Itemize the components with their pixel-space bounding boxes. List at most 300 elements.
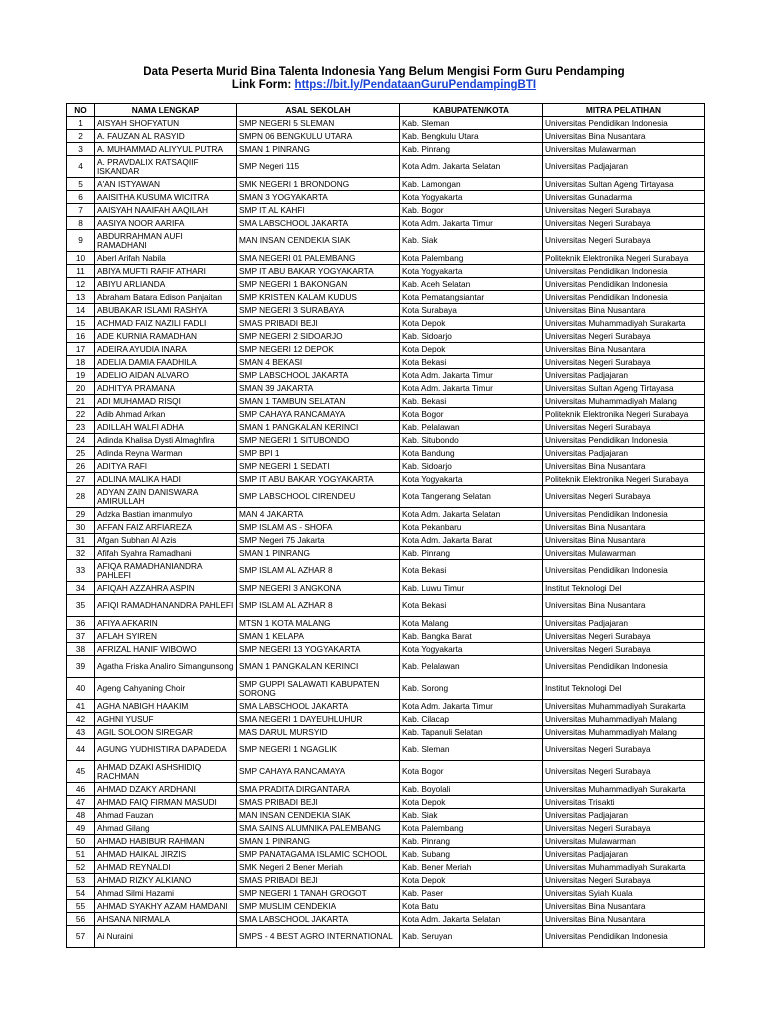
cell-kabupaten-kota: Kota Adm. Jakarta Timur [400,700,543,713]
cell-no: 7 [67,204,95,217]
cell-no: 21 [67,395,95,408]
cell-nama-lengkap: Adib Ahmad Arkan [95,408,237,421]
cell-asal-sekolah: SMP PANATAGAMA ISLAMIC SCHOOL [237,848,400,861]
cell-nama-lengkap: AAISITHA KUSUMA WICITRA [95,191,237,204]
cell-kabupaten-kota: Kota Depok [400,317,543,330]
cell-mitra-pelatihan: Universitas Muhammadiyah Malang [543,726,705,739]
cell-nama-lengkap: AHMAD SYAKHY AZAM HAMDANI [95,900,237,913]
cell-no: 37 [67,630,95,643]
cell-kabupaten-kota: Kota Adm. Jakarta Selatan [400,913,543,926]
table-row [67,486,705,508]
cell-mitra-pelatihan: Universitas Pendidikan Indonesia [543,560,705,582]
table-row [67,713,705,726]
cell-nama-lengkap: A. FAUZAN AL RASYID [95,130,237,143]
cell-asal-sekolah: SMP BPI 1 [237,447,400,460]
table-row [67,796,705,809]
cell-kabupaten-kota: Kota Adm. Jakarta Timur [400,369,543,382]
cell-nama-lengkap: AHMAD DZAKY ARDHANI [95,783,237,796]
cell-kabupaten-kota: Kota Yogyakarta [400,643,543,656]
header-no: NO [67,104,95,117]
form-link[interactable]: https://bit.ly/PendataanGuruPendampingBTI [294,79,537,91]
cell-kabupaten-kota: Kab. Bener Meriah [400,861,543,874]
cell-nama-lengkap: ADHITYA PRAMANA [95,382,237,395]
cell-nama-lengkap: Ahmad Gilang [95,822,237,835]
cell-kabupaten-kota: Kota Surabaya [400,304,543,317]
cell-no: 2 [67,130,95,143]
cell-kabupaten-kota: Kab. Situbondo [400,434,543,447]
cell-kabupaten-kota: Kab. Paser [400,887,543,900]
cell-no: 33 [67,560,95,582]
table-row [67,356,705,369]
cell-mitra-pelatihan: Universitas Negeri Surabaya [543,356,705,369]
cell-mitra-pelatihan: Universitas Padjajaran [543,156,705,178]
table-row [67,252,705,265]
cell-no: 19 [67,369,95,382]
header-kabupaten-kota: KABUPATEN/KOTA [400,104,543,117]
cell-asal-sekolah: MAN INSAN CENDEKIA SIAK [237,230,400,252]
cell-mitra-pelatihan: Universitas Muhammadiyah Surakarta [543,317,705,330]
cell-asal-sekolah: SMAN 4 BEKASI [237,356,400,369]
cell-no: 57 [67,926,95,948]
cell-asal-sekolah: SMP Negeri 115 [237,156,400,178]
table-row [67,547,705,560]
cell-nama-lengkap: AGHA NABIGH HAAKIM [95,700,237,713]
cell-nama-lengkap: ACHMAD FAIZ NAZILI FADLI [95,317,237,330]
cell-nama-lengkap: AGUNG YUDHISTIRA DAPADEDA [95,739,237,761]
cell-no: 16 [67,330,95,343]
cell-mitra-pelatihan: Universitas Bina Nusantara [543,460,705,473]
cell-mitra-pelatihan: Universitas Padjajaran [543,369,705,382]
cell-nama-lengkap: AFIQAH AZZAHRA ASPIN [95,582,237,595]
cell-asal-sekolah: SMP IT ABU BAKAR YOGYAKARTA [237,265,400,278]
cell-asal-sekolah: SMAN 1 PINRANG [237,835,400,848]
cell-asal-sekolah: MAN INSAN CENDEKIA SIAK [237,809,400,822]
cell-nama-lengkap: AFIQA RAMADHANIANDRA PAHLEFI [95,560,237,582]
cell-mitra-pelatihan: Universitas Negeri Surabaya [543,630,705,643]
cell-mitra-pelatihan: Universitas Bina Nusantara [543,304,705,317]
table-row [67,304,705,317]
table-row [67,117,705,130]
table-row [67,265,705,278]
cell-asal-sekolah: SMA PRADITA DIRGANTARA [237,783,400,796]
cell-kabupaten-kota: Kab. Sleman [400,739,543,761]
cell-no: 20 [67,382,95,395]
cell-nama-lengkap: AHSANA NIRMALA [95,913,237,926]
cell-mitra-pelatihan: Institut Teknologi Del [543,582,705,595]
cell-nama-lengkap: Agatha Friska Analiro Simangunsong [95,656,237,678]
cell-kabupaten-kota: Kota Yogyakarta [400,191,543,204]
cell-asal-sekolah: SMA NEGERI 1 DAYEUHLUHUR [237,713,400,726]
cell-nama-lengkap: ABUBAKAR ISLAMI RASHYA [95,304,237,317]
cell-kabupaten-kota: Kab. Lamongan [400,178,543,191]
cell-mitra-pelatihan: Universitas Negeri Surabaya [543,421,705,434]
cell-no: 17 [67,343,95,356]
cell-mitra-pelatihan: Universitas Pendidikan Indonesia [543,278,705,291]
cell-asal-sekolah: SMAN 1 PINRANG [237,143,400,156]
cell-asal-sekolah: SMAS PRIBADI BEJI [237,317,400,330]
document-title: Data Peserta Murid Bina Talenta Indonesia Yang Belum Mengisi Form Guru Pendamping [143,66,625,78]
cell-nama-lengkap: Afgan Subhan Al Azis [95,534,237,547]
table-row [67,739,705,761]
cell-no: 25 [67,447,95,460]
cell-asal-sekolah: MAS DARUL MURSYID [237,726,400,739]
cell-asal-sekolah: SMP IT AL KAHFI [237,204,400,217]
cell-no: 44 [67,739,95,761]
cell-kabupaten-kota: Kab. Siak [400,230,543,252]
table-row [67,861,705,874]
cell-nama-lengkap: ADEIRA AYUDIA INARA [95,343,237,356]
cell-kabupaten-kota: Kota Adm. Jakarta Selatan [400,156,543,178]
cell-asal-sekolah: SMP NEGERI 1 BAKONGAN [237,278,400,291]
cell-kabupaten-kota: Kota Palembang [400,252,543,265]
table-row [67,643,705,656]
cell-kabupaten-kota: Kota Tangerang Selatan [400,486,543,508]
cell-nama-lengkap: Ageng Cahyaning Choir [95,678,237,700]
cell-kabupaten-kota: Kab. Bengkulu Utara [400,130,543,143]
cell-mitra-pelatihan: Politeknik Elektronika Negeri Surabaya [543,408,705,421]
cell-no: 27 [67,473,95,486]
cell-no: 39 [67,656,95,678]
cell-no: 35 [67,595,95,617]
cell-nama-lengkap: AAISYAH NAAIFAH AAQILAH [95,204,237,217]
cell-asal-sekolah: SMAN 3 YOGYAKARTA [237,191,400,204]
table-row [67,726,705,739]
cell-kabupaten-kota: Kab. Pinrang [400,143,543,156]
cell-mitra-pelatihan: Universitas Bina Nusantara [543,521,705,534]
cell-mitra-pelatihan: Universitas Muhammadiyah Malang [543,713,705,726]
cell-kabupaten-kota: Kab. Pinrang [400,835,543,848]
cell-kabupaten-kota: Kab. Sleman [400,117,543,130]
cell-kabupaten-kota: Kab. Seruyan [400,926,543,948]
table-row [67,848,705,861]
cell-nama-lengkap: AFIYA AFKARIN [95,617,237,630]
cell-no: 10 [67,252,95,265]
cell-mitra-pelatihan: Universitas Bina Nusantara [543,130,705,143]
table-row [67,408,705,421]
table-row [67,700,705,713]
table-row [67,913,705,926]
table-row [67,835,705,848]
table-row [67,382,705,395]
cell-asal-sekolah: SMK NEGERI 1 BRONDONG [237,178,400,191]
cell-no: 52 [67,861,95,874]
cell-asal-sekolah: SMP CAHAYA RANCAMAYA [237,761,400,783]
cell-no: 29 [67,508,95,521]
cell-no: 31 [67,534,95,547]
cell-kabupaten-kota: Kab. Siak [400,809,543,822]
cell-nama-lengkap: AHMAD HAIKAL JIRZIS [95,848,237,861]
cell-mitra-pelatihan: Universitas Negeri Surabaya [543,643,705,656]
cell-no: 14 [67,304,95,317]
cell-kabupaten-kota: Kota Depok [400,874,543,887]
cell-nama-lengkap: Adinda Khalisa Dysti Almaghfira [95,434,237,447]
table-row [67,204,705,217]
cell-mitra-pelatihan: Universitas Gunadarma [543,191,705,204]
cell-nama-lengkap: ADYAN ZAIN DANISWARA AMIRULLAH [95,486,237,508]
cell-asal-sekolah: SMP NEGERI 1 NGAGLIK [237,739,400,761]
cell-asal-sekolah: SMP NEGERI 3 SURABAYA [237,304,400,317]
cell-no: 46 [67,783,95,796]
table-row [67,460,705,473]
cell-nama-lengkap: ADI MUHAMAD RISQI [95,395,237,408]
cell-kabupaten-kota: Kab. Pelalawan [400,421,543,434]
cell-mitra-pelatihan: Universitas Negeri Surabaya [543,486,705,508]
cell-asal-sekolah: SMP ISLAM AL AZHAR 8 [237,595,400,617]
cell-mitra-pelatihan: Universitas Negeri Surabaya [543,822,705,835]
cell-no: 42 [67,713,95,726]
cell-mitra-pelatihan: Universitas Muhammadiyah Surakarta [543,783,705,796]
cell-mitra-pelatihan: Universitas Negeri Surabaya [543,217,705,230]
cell-asal-sekolah: SMAN 1 KELAPA [237,630,400,643]
cell-asal-sekolah: SMP IT ABU BAKAR YOGYAKARTA [237,473,400,486]
link-label: Link Form: [231,79,292,91]
cell-nama-lengkap: AISYAH SHOFYATUN [95,117,237,130]
cell-asal-sekolah: SMAN 1 PANGKALAN KERINCI [237,421,400,434]
table-row [67,447,705,460]
cell-asal-sekolah: SMP NEGERI 13 YOGYAKARTA [237,643,400,656]
cell-asal-sekolah: SMP KRISTEN KALAM KUDUS [237,291,400,304]
cell-no: 51 [67,848,95,861]
cell-asal-sekolah: SMAN 1 PINRANG [237,547,400,560]
table-row [67,534,705,547]
cell-no: 9 [67,230,95,252]
cell-nama-lengkap: ABIYA MUFTI RAFIF ATHARI [95,265,237,278]
cell-kabupaten-kota: Kab. Luwu Timur [400,582,543,595]
cell-kabupaten-kota: Kab. Boyolali [400,783,543,796]
cell-asal-sekolah: SMP CAHAYA RANCAMAYA [237,408,400,421]
cell-no: 49 [67,822,95,835]
cell-asal-sekolah: SMAS PRIBADI BEJI [237,796,400,809]
cell-no: 22 [67,408,95,421]
cell-no: 3 [67,143,95,156]
cell-nama-lengkap: ADELIO AIDAN ALVARO [95,369,237,382]
cell-mitra-pelatihan: Universitas Syiah Kuala [543,887,705,900]
cell-asal-sekolah: SMP NEGERI 1 SEDATI [237,460,400,473]
cell-mitra-pelatihan: Universitas Padjajaran [543,447,705,460]
cell-kabupaten-kota: Kab. Tapanuli Selatan [400,726,543,739]
cell-nama-lengkap: AFFAN FAIZ ARFIAREZA [95,521,237,534]
table-row [67,595,705,617]
table-row [67,156,705,178]
cell-asal-sekolah: SMAN 1 PANGKALAN KERINCI [237,656,400,678]
table-row [67,521,705,534]
table-row [67,278,705,291]
cell-mitra-pelatihan: Universitas Mulawarman [543,547,705,560]
cell-mitra-pelatihan: Universitas Negeri Surabaya [543,204,705,217]
cell-no: 12 [67,278,95,291]
cell-nama-lengkap: Abraham Batara Edison Panjaitan [95,291,237,304]
cell-nama-lengkap: AFLAH SYIREN [95,630,237,643]
cell-asal-sekolah: SMP LABSCHOOL CIRENDEU [237,486,400,508]
cell-asal-sekolah: MAN 4 JAKARTA [237,508,400,521]
table-row [67,191,705,204]
table-row [67,678,705,700]
form-link-line [0,79,768,91]
cell-mitra-pelatihan: Universitas Bina Nusantara [543,913,705,926]
cell-no: 47 [67,796,95,809]
cell-kabupaten-kota: Kab. Subang [400,848,543,861]
cell-no: 36 [67,617,95,630]
cell-nama-lengkap: AGHNI YUSUF [95,713,237,726]
cell-nama-lengkap: AHMAD HABIBUR RAHMAN [95,835,237,848]
header-nama-lengkap: NAMA LENGKAP [95,104,237,117]
cell-mitra-pelatihan: Universitas Padjajaran [543,848,705,861]
table-row [67,421,705,434]
cell-asal-sekolah: SMP LABSCHOOL JAKARTA [237,369,400,382]
cell-kabupaten-kota: Kota Bekasi [400,560,543,582]
table-row [67,369,705,382]
cell-asal-sekolah: SMP ISLAM AL AZHAR 8 [237,560,400,582]
cell-mitra-pelatihan: Institut Teknologi Del [543,678,705,700]
cell-no: 23 [67,421,95,434]
cell-asal-sekolah: SMP MUSLIM CENDEKIA [237,900,400,913]
cell-mitra-pelatihan: Universitas Pendidikan Indonesia [543,434,705,447]
table-row [67,317,705,330]
cell-nama-lengkap: Ahmad Fauzan [95,809,237,822]
cell-kabupaten-kota: Kota Malang [400,617,543,630]
cell-asal-sekolah: SMK Negeri 2 Bener Meriah [237,861,400,874]
cell-asal-sekolah: SMAN 1 TAMBUN SELATAN [237,395,400,408]
cell-no: 8 [67,217,95,230]
cell-mitra-pelatihan: Universitas Mulawarman [543,835,705,848]
cell-mitra-pelatihan: Universitas Negeri Surabaya [543,761,705,783]
table-row [67,130,705,143]
cell-nama-lengkap: ABDURRAHMAN AUFI RAMADHANI [95,230,237,252]
table-row [67,508,705,521]
cell-kabupaten-kota: Kota Bekasi [400,356,543,369]
cell-mitra-pelatihan: Universitas Trisakti [543,796,705,809]
cell-no: 6 [67,191,95,204]
cell-asal-sekolah: SMP NEGERI 12 DEPOK [237,343,400,356]
cell-kabupaten-kota: Kab. Bekasi [400,395,543,408]
table-row [67,395,705,408]
cell-asal-sekolah: SMA LABSCHOOL JAKARTA [237,217,400,230]
cell-nama-lengkap: Afifah Syahra Ramadhani [95,547,237,560]
cell-kabupaten-kota: Kota Pematangsiantar [400,291,543,304]
cell-mitra-pelatihan: Universitas Negeri Surabaya [543,330,705,343]
cell-asal-sekolah: SMPN 06 BENGKULU UTARA [237,130,400,143]
cell-nama-lengkap: ABIYU ARLIANDA [95,278,237,291]
cell-nama-lengkap: ADILLAH WALFI ADHA [95,421,237,434]
cell-asal-sekolah: SMP NEGERI 2 SIDOARJO [237,330,400,343]
table-row [67,230,705,252]
cell-kabupaten-kota: Kota Bogor [400,408,543,421]
cell-mitra-pelatihan: Universitas Muhammadiyah Surakarta [543,861,705,874]
table-row [67,473,705,486]
cell-mitra-pelatihan: Universitas Bina Nusantara [543,343,705,356]
cell-mitra-pelatihan: Politeknik Elektronika Negeri Surabaya [543,473,705,486]
cell-nama-lengkap: ADE KURNIA RAMADHAN [95,330,237,343]
cell-kabupaten-kota: Kota Depok [400,796,543,809]
cell-no: 48 [67,809,95,822]
cell-mitra-pelatihan: Universitas Bina Nusantara [543,900,705,913]
table-row [67,343,705,356]
cell-nama-lengkap: ADELIA DAMIA FAADHILA [95,356,237,369]
cell-nama-lengkap: AFRIZAL HANIF WIBOWO [95,643,237,656]
cell-no: 4 [67,156,95,178]
cell-kabupaten-kota: Kota Batu [400,900,543,913]
header-asal-sekolah: ASAL SEKOLAH [237,104,400,117]
cell-asal-sekolah: SMAS PRIBADI BEJI [237,874,400,887]
table-row [67,809,705,822]
cell-nama-lengkap: Adzka Bastian imanmulyo [95,508,237,521]
cell-asal-sekolah: SMP Negeri 75 Jakarta [237,534,400,547]
cell-kabupaten-kota: Kab. Cilacap [400,713,543,726]
table-row [67,783,705,796]
cell-no: 34 [67,582,95,595]
cell-asal-sekolah: SMA LABSCHOOL JAKARTA [237,913,400,926]
table-row [67,582,705,595]
cell-asal-sekolah: SMP NEGERI 5 SLEMAN [237,117,400,130]
cell-asal-sekolah: SMAN 39 JAKARTA [237,382,400,395]
cell-nama-lengkap: AGIL SOLOON SIREGAR [95,726,237,739]
cell-no: 15 [67,317,95,330]
cell-nama-lengkap: A. PRAVDALIX RATSAQIIF ISKANDAR [95,156,237,178]
cell-mitra-pelatihan: Universitas Padjajaran [543,809,705,822]
cell-mitra-pelatihan: Universitas Mulawarman [543,143,705,156]
cell-nama-lengkap: AHMAD REYNALDI [95,861,237,874]
cell-mitra-pelatihan: Universitas Bina Nusantara [543,534,705,547]
cell-kabupaten-kota: Kota Adm. Jakarta Timur [400,217,543,230]
cell-asal-sekolah: SMP NEGERI 1 SITUBONDO [237,434,400,447]
cell-mitra-pelatihan: Universitas Pendidikan Indonesia [543,117,705,130]
cell-asal-sekolah: SMP NEGERI 1 TANAH GROGOT [237,887,400,900]
cell-kabupaten-kota: Kab. Bogor [400,204,543,217]
table-row [67,560,705,582]
cell-asal-sekolah: SMA LABSCHOOL JAKARTA [237,700,400,713]
cell-mitra-pelatihan: Universitas Muhammadiyah Malang [543,395,705,408]
table-row [67,434,705,447]
table-row [67,291,705,304]
cell-no: 56 [67,913,95,926]
cell-nama-lengkap: AHMAD FAIQ FIRMAN MASUDI [95,796,237,809]
cell-mitra-pelatihan: Universitas Pendidikan Indonesia [543,656,705,678]
cell-nama-lengkap: Ahmad Silmi Hazami [95,887,237,900]
table-row [67,143,705,156]
cell-no: 11 [67,265,95,278]
cell-nama-lengkap: A'AN ISTYAWAN [95,178,237,191]
cell-no: 40 [67,678,95,700]
table-row [67,217,705,230]
cell-kabupaten-kota: Kota Pekanbaru [400,521,543,534]
cell-no: 45 [67,761,95,783]
table-row [67,761,705,783]
cell-mitra-pelatihan: Universitas Bina Nusantara [543,595,705,617]
cell-mitra-pelatihan: Universitas Sultan Ageng Tirtayasa [543,382,705,395]
cell-no: 41 [67,700,95,713]
cell-kabupaten-kota: Kota Depok [400,343,543,356]
cell-kabupaten-kota: Kab. Sidoarjo [400,460,543,473]
table-row [67,900,705,913]
cell-mitra-pelatihan: Politeknik Elektronika Negeri Surabaya [543,252,705,265]
cell-kabupaten-kota: Kab. Sidoarjo [400,330,543,343]
cell-no: 55 [67,900,95,913]
cell-nama-lengkap: ADITYA RAFI [95,460,237,473]
cell-asal-sekolah: SMA NEGERI 01 PALEMBANG [237,252,400,265]
cell-mitra-pelatihan: Universitas Pendidikan Indonesia [543,926,705,948]
cell-mitra-pelatihan: Universitas Padjajaran [543,617,705,630]
table-row [67,630,705,643]
cell-mitra-pelatihan: Universitas Sultan Ageng Tirtayasa [543,178,705,191]
cell-asal-sekolah: SMPS - 4 BEST AGRO INTERNATIONAL [237,926,400,948]
cell-asal-sekolah: SMA SAINS ALUMNIKA PALEMBANG [237,822,400,835]
cell-no: 43 [67,726,95,739]
cell-kabupaten-kota: Kota Bandung [400,447,543,460]
cell-kabupaten-kota: Kota Adm. Jakarta Selatan [400,508,543,521]
cell-no: 53 [67,874,95,887]
table-row [67,617,705,630]
cell-mitra-pelatihan: Universitas Pendidikan Indonesia [543,291,705,304]
